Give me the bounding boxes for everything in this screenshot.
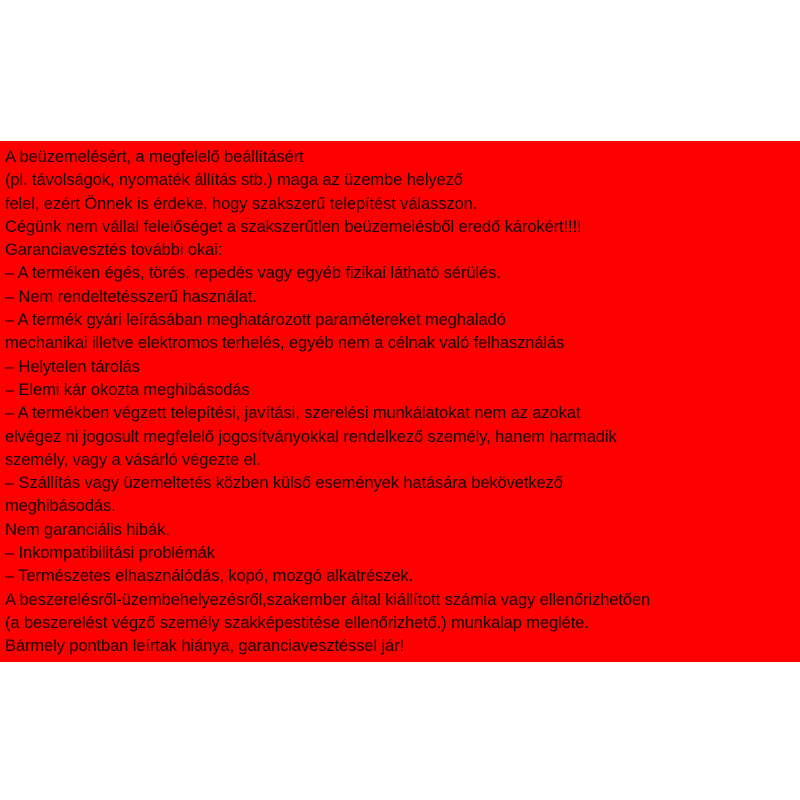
notice-line-13: elvégez ni jogosult megfelelő jogosítványokkal rendelkező személy, hanem harmadik [5,427,617,446]
notice-line-10: – Helytelen tárolás [5,357,140,376]
notice-line-14: személy, vagy a vásárló végezte el. [5,450,261,469]
notice-line-15: – Szállítás vagy üzemeltetés közben külső események hatására bekövetkező [5,474,563,493]
notice-line-5: Garanciavesztés további okai: [5,241,223,260]
notice-line-16: meghibásodás. [5,497,116,516]
notice-line-22: Bármely pontban leírtak hiánya, garanciavesztéssel jár! [5,637,404,656]
notice-line-2: (pl. távolságok, nyomaték állítás stb.) maga az üzembe helyező [5,171,463,190]
notice-line-3: felel, ezért Önnek is érdeke, hogy szakszerű telepítést válasszon. [5,194,478,213]
notice-line-8: – A termék gyári leírásában meghatározott paramétereket meghaladó [5,311,506,330]
notice-line-20: A beszerelésről-üzembehelyezésről,szakember által kiállított számla vagy ellenőrizhetően [5,590,651,609]
notice-line-7: – Nem rendeltetésszerű használat. [5,287,257,306]
notice-line-17: Nem garanciális hibák. [5,520,170,539]
warranty-notice-panel [0,141,800,662]
notice-line-12: – A termékben végzett telepítési, javítási, szerelési munkálatokat nem az azokat [5,404,581,423]
notice-line-11: – Elemi kár okozta meghibásodás [5,380,250,399]
notice-line-19: – Természetes elhasználódás, kopó, mozgó alkatrészek. [5,567,414,586]
notice-line-9: mechanikai illetve elektromos terhelés, egyéb nem a célnak való felhasználás [5,334,565,353]
notice-line-4: Cégünk nem vállal felelőséget a szakszerűtlen beüzemelésből eredő károkért!!!! [5,217,582,236]
notice-line-1: A beüzemelésért, a megfelelő beállításért [5,148,304,166]
notice-line-21: (a beszerelést végző személy szakképestitése ellenőrizhető.) munkalap megléte. [5,613,589,632]
notice-line-18: – Inkompatibilitási problémák [5,544,215,563]
notice-line-6: – A terméken égés, törés, repedés vagy egyéb fizikai látható sérülés. [5,264,501,283]
